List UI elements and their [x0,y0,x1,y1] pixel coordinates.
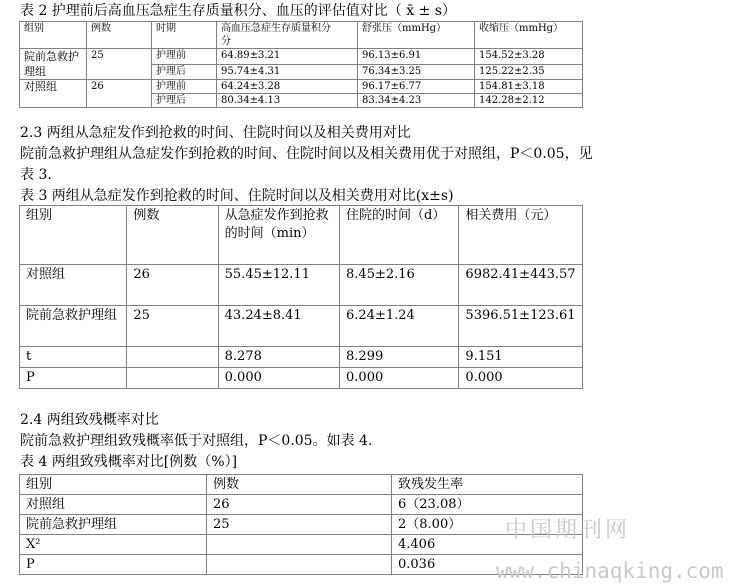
group-cell: 院前急救护理组 [20,49,87,80]
value-cell: 142.28±2.12 [475,94,583,108]
value-cell: 8.299 [340,347,459,368]
group-cell: 对照组 [20,265,127,306]
table-row [20,347,583,368]
table-row [20,306,583,347]
value-cell: 55.45±12.11 [218,265,339,306]
value-cell: 125.22±2.35 [475,64,583,80]
header-cell: 舒张压（mmHg） [358,22,475,49]
value-cell: 154.52±3.28 [475,49,583,65]
table-row [20,515,583,535]
stat-label-cell: X² [20,535,207,555]
value-cell: 154.81±3.18 [475,80,583,94]
table-header-row [20,206,583,265]
value-cell: 64.24±3.28 [217,80,358,94]
header-cell: 组别 [20,475,207,495]
header-cell: 组别 [20,206,127,265]
table-row [20,368,583,389]
table3-caption: 表 3 两组从急症发作到抢救的时间、住院时间以及相关费用对比(x±s) [20,188,454,204]
value-cell: 6（23.08） [392,495,583,515]
header-cell: 高血压急症生存质量积分 分 [217,22,358,49]
value-cell: 2（8.00） [392,515,583,535]
table-row [20,49,583,65]
value-cell: 76.34±3.25 [358,64,475,80]
header-cell: 从急症发作到抢救的时间（min） [218,206,339,265]
value-cell: 80.34±4.13 [217,94,358,108]
count-cell: 26 [87,80,152,108]
header-cell: 致残发生率 [392,475,583,495]
table-row [20,495,583,515]
section-2-3-paragraph-end: 表 3. [20,167,52,183]
table3 [19,205,583,389]
section-2-3-heading: 2.3 两组从急症发作到抢救的时间、住院时间以及相关费用对比 [20,125,411,141]
period-cell: 护理前 [152,80,217,94]
value-cell: 6982.41±443.57 [459,265,583,306]
header-text: 高血压急症生存质量积分 [221,23,331,34]
stat-label-cell: P [20,555,207,575]
header-cell: 例数 [207,475,392,495]
section-2-4-heading: 2.4 两组致残概率对比 [20,412,159,428]
value-cell: 64.89±3.21 [217,49,358,65]
header-cell: 收缩压（mmHg） [475,22,583,49]
count-cell [207,555,392,575]
value-cell: 95.74±4.31 [217,64,358,80]
count-cell: 25 [207,515,392,535]
table2 [19,21,583,108]
stat-label-cell: P [20,368,127,389]
count-cell: 25 [87,49,152,80]
stat-label-cell: t [20,347,127,368]
watermark-logo-text: 中国期刊网 [505,518,631,543]
table-header-row [20,475,583,495]
value-cell: 0.036 [392,555,583,575]
header-cell: 时期 [152,22,217,49]
table-row [20,265,583,306]
table2-caption: 表 2 护理前后高血压急症生存质量积分、血压的评估值对比（ x̄ ± s） [20,3,456,19]
group-cell: 院前急救护理组 [20,515,207,535]
table-header-row [20,22,583,49]
period-cell: 护理后 [152,94,217,108]
watermark-url: www.chinaqking.com [496,559,724,583]
section-2-4-paragraph: 院前急救护理组致残概率低于对照组，P＜0.05。如表 4. [20,433,373,449]
value-cell: 9.151 [459,347,583,368]
count-cell: 26 [207,495,392,515]
header-cell: 例数 [87,22,152,49]
header-cell: 相关费用（元） [459,206,583,265]
group-cell: 对照组 [20,80,87,108]
section-2-3-paragraph: 院前急救护理组从急症发作到抢救的时间、住院时间以及相关费用优于对照组，P＜0.05，见 [20,146,593,162]
count-cell [207,535,392,555]
header-cell: 住院的时间（d） [340,206,459,265]
value-cell: 83.34±4.23 [358,94,475,108]
value-cell: 8.45±2.16 [340,265,459,306]
header-cell: 组别 [20,22,87,49]
value-cell: 43.24±8.41 [218,306,339,347]
value-cell: 96.17±6.77 [358,80,475,94]
header-cell: 例数 [127,206,218,265]
count-cell [127,368,218,389]
value-cell: 4.406 [392,535,583,555]
value-cell: 0.000 [459,368,583,389]
value-cell: 96.13±6.91 [358,49,475,65]
group-cell: 院前急救护理组 [20,306,127,347]
count-cell: 25 [127,306,218,347]
table-row [20,80,583,94]
value-cell: 5396.51±123.61 [459,306,583,347]
table4-caption: 表 4 两组致残概率对比[例数（%）] [20,454,238,470]
value-cell: 0.000 [218,368,339,389]
value-cell: 0.000 [340,368,459,389]
value-cell: 6.24±1.24 [340,306,459,347]
count-cell [127,347,218,368]
value-cell: 8.278 [218,347,339,368]
table-row [20,535,583,555]
group-cell: 对照组 [20,495,207,515]
count-cell: 26 [127,265,218,306]
period-cell: 护理前 [152,49,217,65]
period-cell: 护理后 [152,64,217,80]
